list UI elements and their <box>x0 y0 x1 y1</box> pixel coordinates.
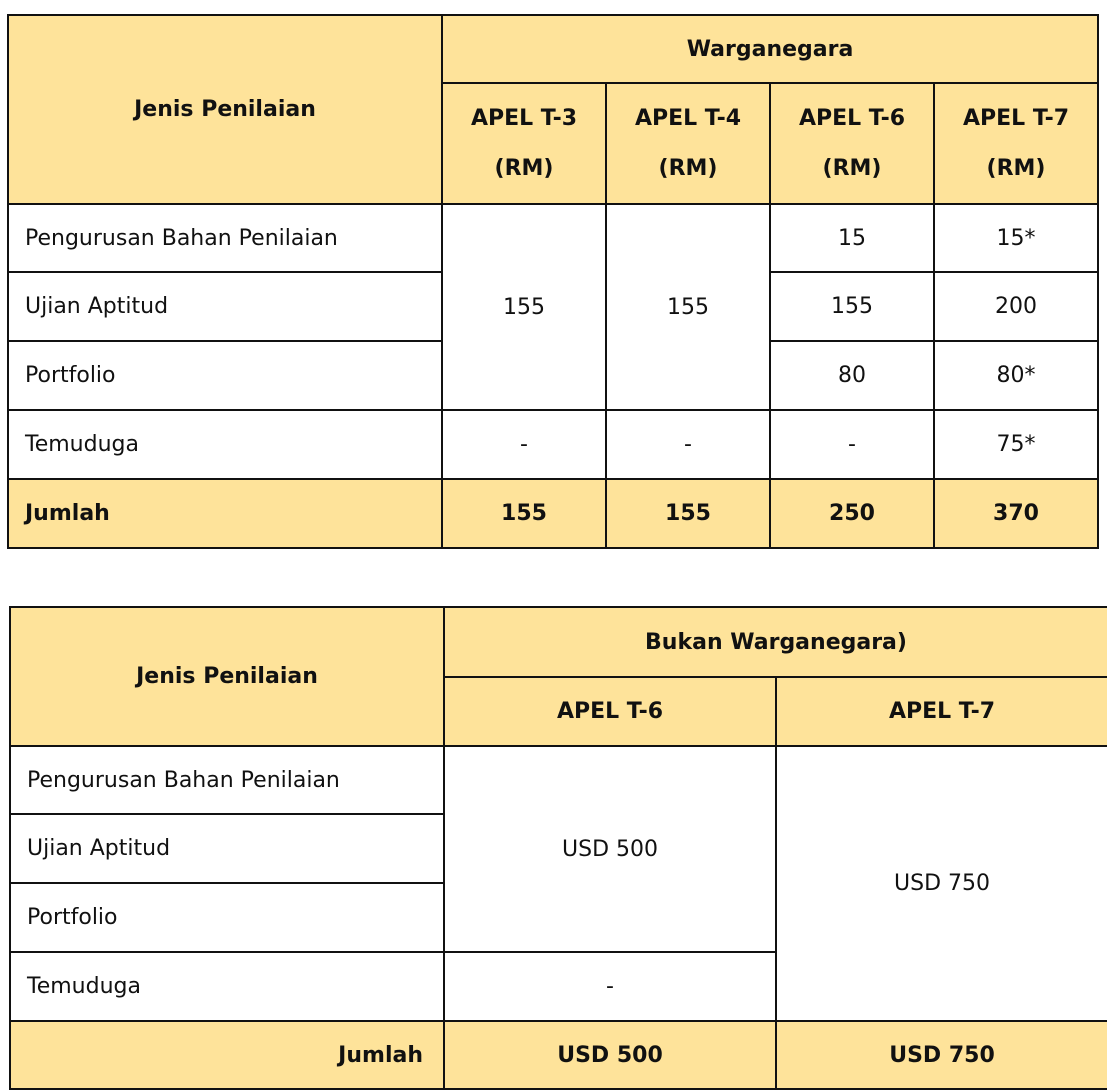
header-apel-t3: APEL T-3 (RM) <box>442 83 606 204</box>
cell: 80 <box>770 341 934 410</box>
non-citizen-fee-table <box>9 606 1107 1090</box>
row-label: Pengurusan Bahan Penilaian <box>10 746 444 814</box>
header-apel-t7: APEL T-7 <box>776 677 1107 746</box>
cell: 155 <box>770 272 934 341</box>
cell: 80* <box>934 341 1098 410</box>
total-cell: USD 750 <box>776 1021 1107 1089</box>
total-label: Jumlah <box>8 479 442 548</box>
cell: 15* <box>934 204 1098 272</box>
total-row <box>10 1021 1107 1089</box>
cell-t7-merged: USD 750 <box>776 746 1107 1021</box>
header-jenis-penilaian: Jenis Penilaian <box>8 15 442 204</box>
header-warganegara: Warganegara <box>442 15 1098 83</box>
cell-t6-merged: USD 500 <box>444 746 776 952</box>
cell-t4-merged: 155 <box>606 204 770 410</box>
header-apel-t7: APEL T-7 (RM) <box>934 83 1098 204</box>
cell: - <box>442 410 606 479</box>
header-jenis-penilaian: Jenis Penilaian <box>10 607 444 746</box>
header-bukan-warganegara: Bukan Warganegara) <box>444 607 1107 677</box>
cell: - <box>606 410 770 479</box>
row-label: Ujian Aptitud <box>8 272 442 341</box>
header-apel-t6: APEL T-6 (RM) <box>770 83 934 204</box>
row-label: Temuduga <box>10 952 444 1021</box>
row-label: Ujian Aptitud <box>10 814 444 883</box>
cell: 200 <box>934 272 1098 341</box>
cell: - <box>770 410 934 479</box>
cell: 15 <box>770 204 934 272</box>
total-cell: USD 500 <box>444 1021 776 1089</box>
cell: - <box>444 952 776 1021</box>
header-apel-t6: APEL T-6 <box>444 677 776 746</box>
total-row <box>8 479 1098 548</box>
row-label: Portfolio <box>10 883 444 952</box>
total-cell: 155 <box>606 479 770 548</box>
row-label: Temuduga <box>8 410 442 479</box>
total-label: Jumlah <box>10 1021 444 1089</box>
cell-t3-merged: 155 <box>442 204 606 410</box>
total-cell: 250 <box>770 479 934 548</box>
table-row <box>8 410 1098 479</box>
cell: 75* <box>934 410 1098 479</box>
row-label: Pengurusan Bahan Penilaian <box>8 204 442 272</box>
table-row <box>10 746 1107 814</box>
total-cell: 370 <box>934 479 1098 548</box>
header-apel-t4: APEL T-4 (RM) <box>606 83 770 204</box>
table-row <box>8 204 1098 272</box>
citizen-fee-table <box>7 14 1099 549</box>
total-cell: 155 <box>442 479 606 548</box>
row-label: Portfolio <box>8 341 442 410</box>
